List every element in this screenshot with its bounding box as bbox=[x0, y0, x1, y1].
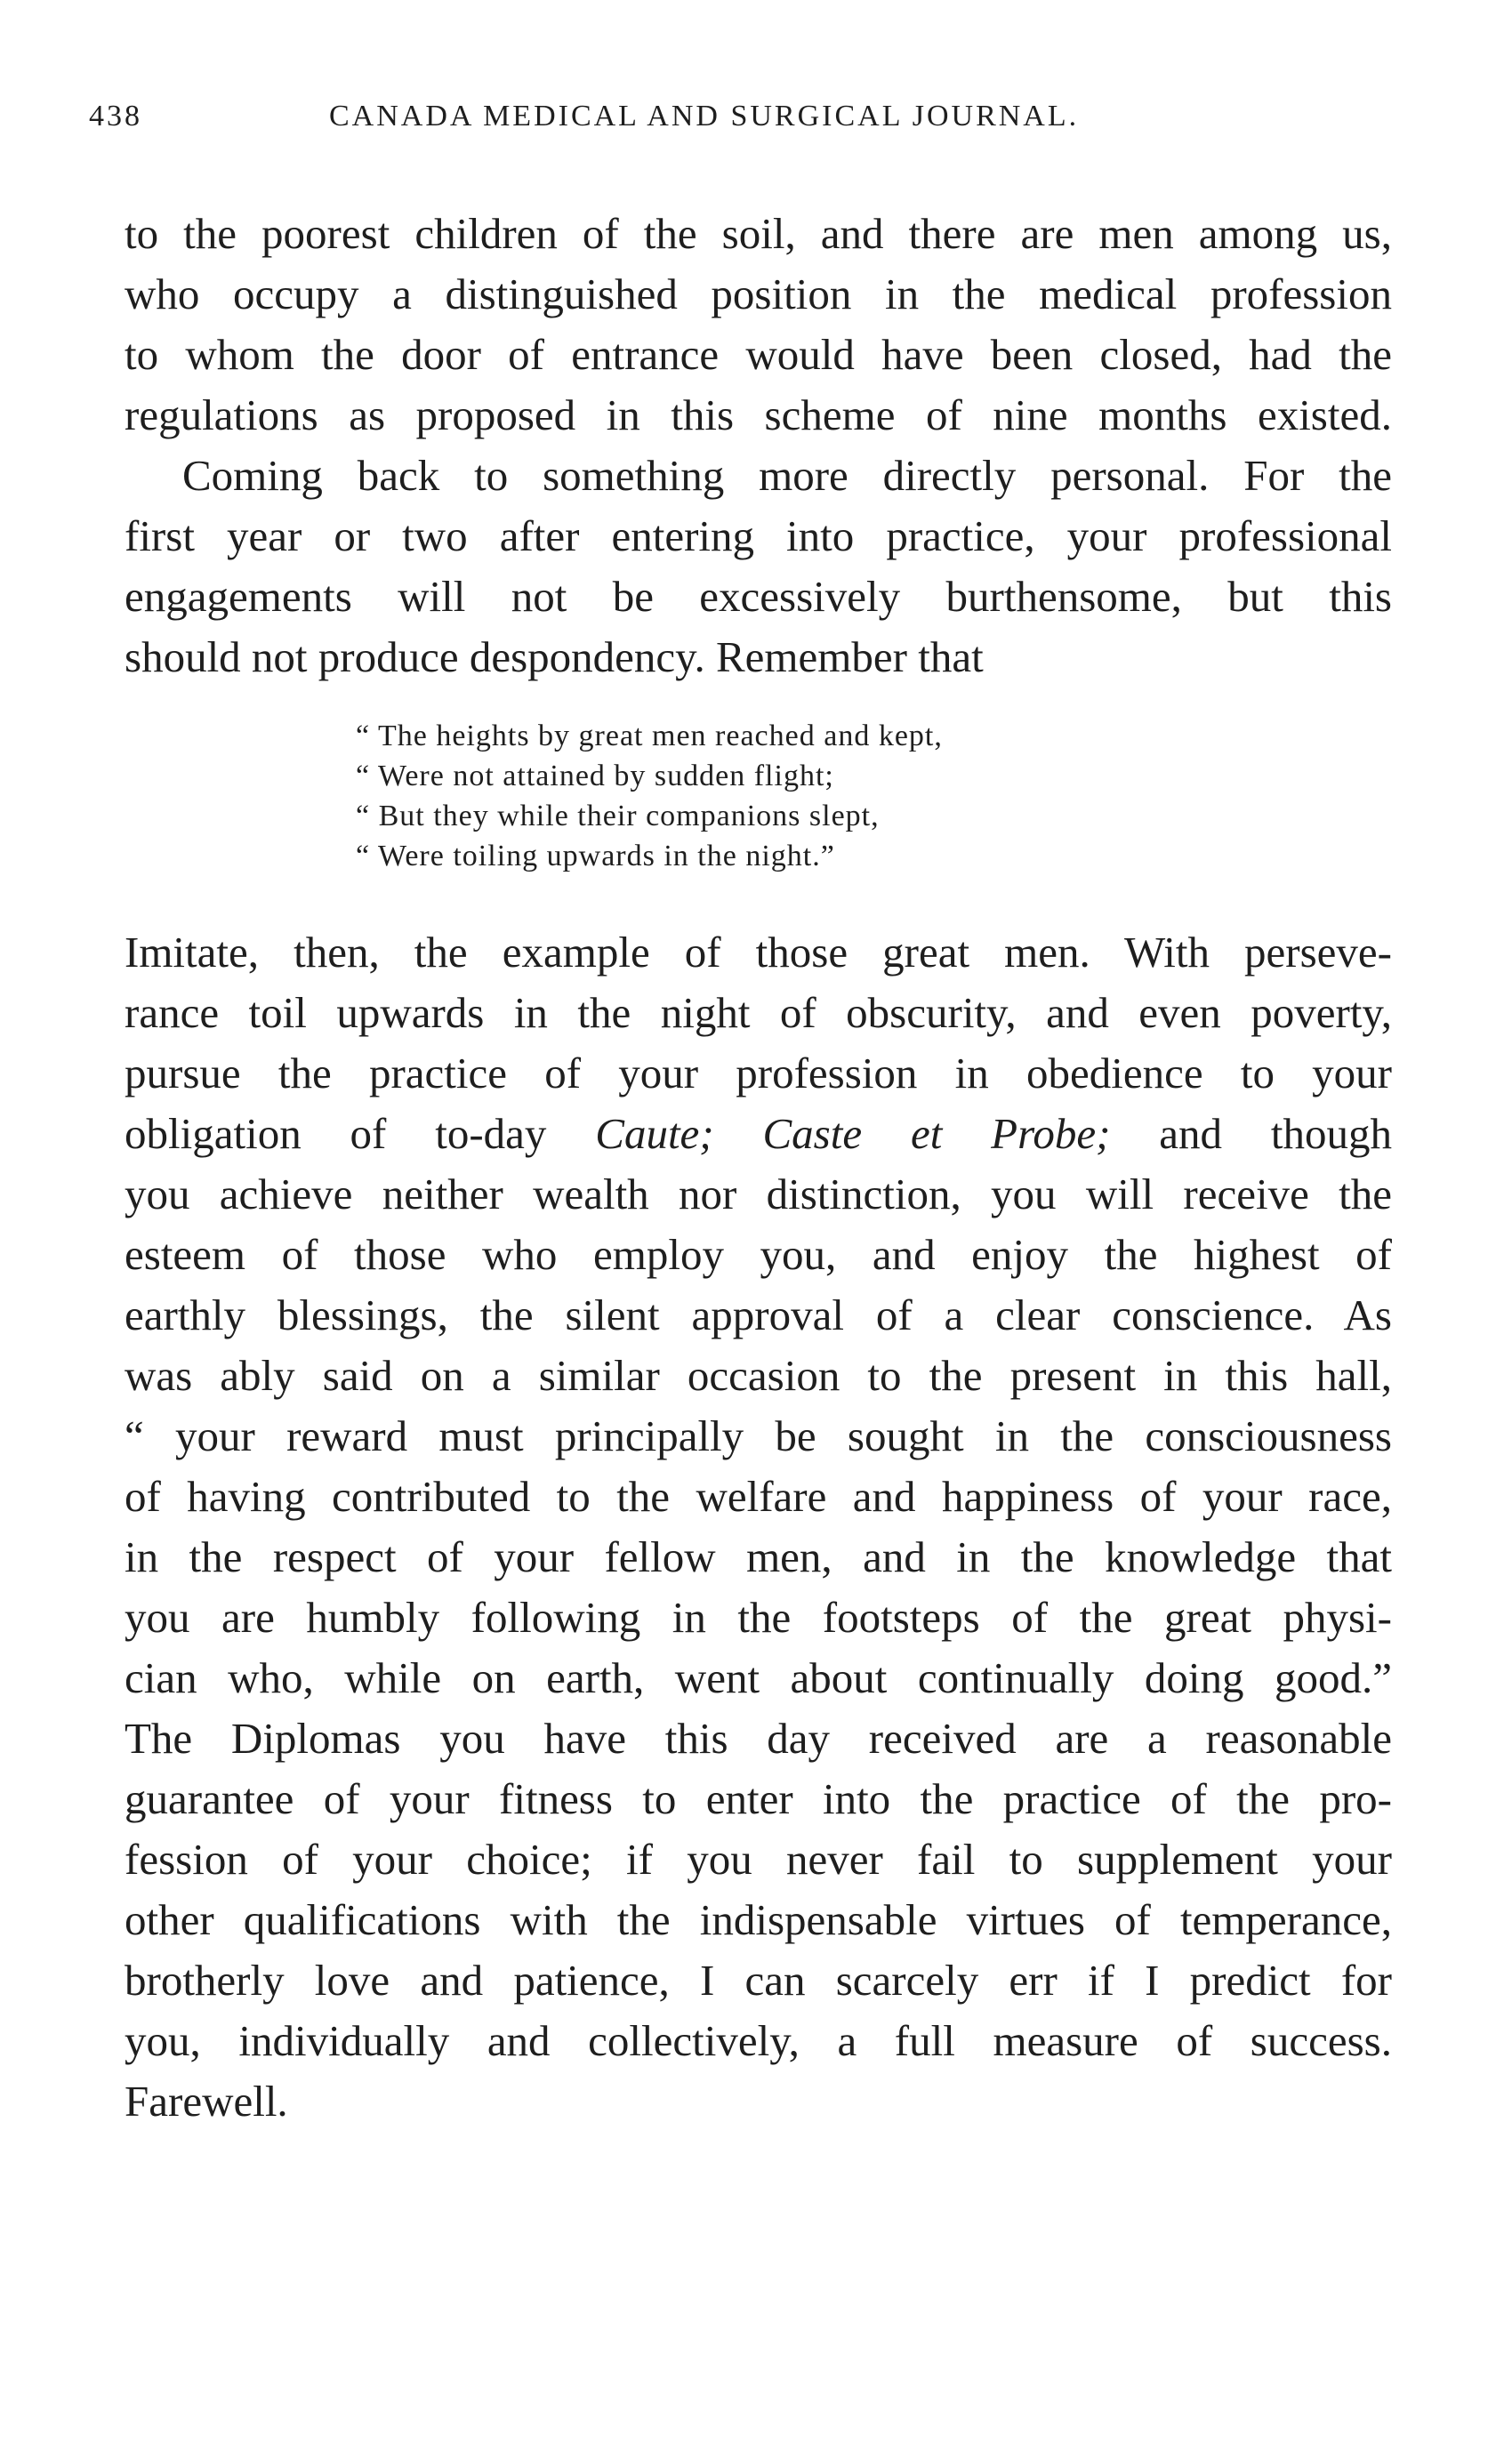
verse-line: “ Were not attained by sudden flight; bbox=[356, 760, 834, 792]
verse-line: “ Were toiling upwards in the night.” bbox=[356, 840, 835, 872]
body-line: who occupy a distinguished position in the medical profession bbox=[125, 269, 1392, 318]
body-line: brotherly love and patience, I can scarcely err if I predict for bbox=[125, 1956, 1392, 2005]
body-line: earthly blessings, the silent approval of a clear conscience. As bbox=[125, 1290, 1392, 1339]
body-line: engagements will not be excessively burthensome, but this bbox=[125, 572, 1392, 621]
body-line: pursue the practice of your profession in obedience to your bbox=[125, 1049, 1392, 1097]
body-line: regulations as proposed in this scheme of nine months existed. bbox=[125, 390, 1392, 439]
body-line: rance toil upwards in the night of obscurity, and even poverty, bbox=[125, 988, 1392, 1037]
body-text: and though bbox=[1110, 1109, 1392, 1158]
latin-motto: Caute; Caste et Probe; bbox=[595, 1109, 1111, 1158]
body-line: “ your reward must principally be sought in the consciousness bbox=[125, 1411, 1392, 1460]
body-line: to the poorest children of the soil, and there are men among us, bbox=[125, 209, 1392, 258]
body-line: should not produce despondency. Remember that bbox=[125, 632, 984, 681]
body-line: fession of your choice; if you never fail to supplement your bbox=[125, 1835, 1392, 1884]
body-line: other qualifications with the indispensable virtues of temperance, bbox=[125, 1895, 1392, 1944]
closing-word: Farewell. bbox=[125, 2077, 288, 2126]
body-line: to whom the door of entrance would have been closed, had the bbox=[125, 330, 1392, 379]
body-text: obligation of to-day bbox=[125, 1109, 596, 1158]
body-line: you achieve neither wealth nor distinction, you will receive the bbox=[125, 1170, 1392, 1218]
body-line: of having contributed to the welfare and happiness of your race, bbox=[125, 1472, 1392, 1521]
body-line: esteem of those who employ you, and enjoy the highest of bbox=[125, 1230, 1392, 1279]
verse-line: “ The heights by great men reached and kept, bbox=[356, 720, 943, 752]
body-line: guarantee of your fitness to enter into the practice of the pro- bbox=[125, 1774, 1392, 1823]
running-title: CANADA MEDICAL AND SURGICAL JOURNAL. bbox=[329, 100, 1080, 133]
page-header bbox=[89, 100, 1405, 153]
page-number: 438 bbox=[89, 100, 142, 133]
body-line: was ably said on a similar occasion to the present in this hall, bbox=[125, 1351, 1392, 1400]
body-line: in the respect of your fellow men, and in the knowledge that bbox=[125, 1532, 1392, 1581]
body-line: Coming back to something more directly personal. For the bbox=[182, 451, 1392, 500]
body-line bbox=[125, 1106, 1392, 1162]
body-line: The Diplomas you have this day received are a reasonable bbox=[125, 1714, 1392, 1763]
body-line: first year or two after entering into practice, your professional bbox=[125, 511, 1392, 560]
verse-line: “ But they while their companions slept, bbox=[356, 800, 880, 832]
body-line: Imitate, then, the example of those great men. With perseve- bbox=[125, 928, 1392, 977]
body-line: cian who, while on earth, went about continually doing good.” bbox=[125, 1653, 1392, 1702]
body-line: you are humbly following in the footsteps of the great physi- bbox=[125, 1593, 1392, 1642]
body-line: you, individually and collectively, a full measure of success. bbox=[125, 2016, 1392, 2065]
